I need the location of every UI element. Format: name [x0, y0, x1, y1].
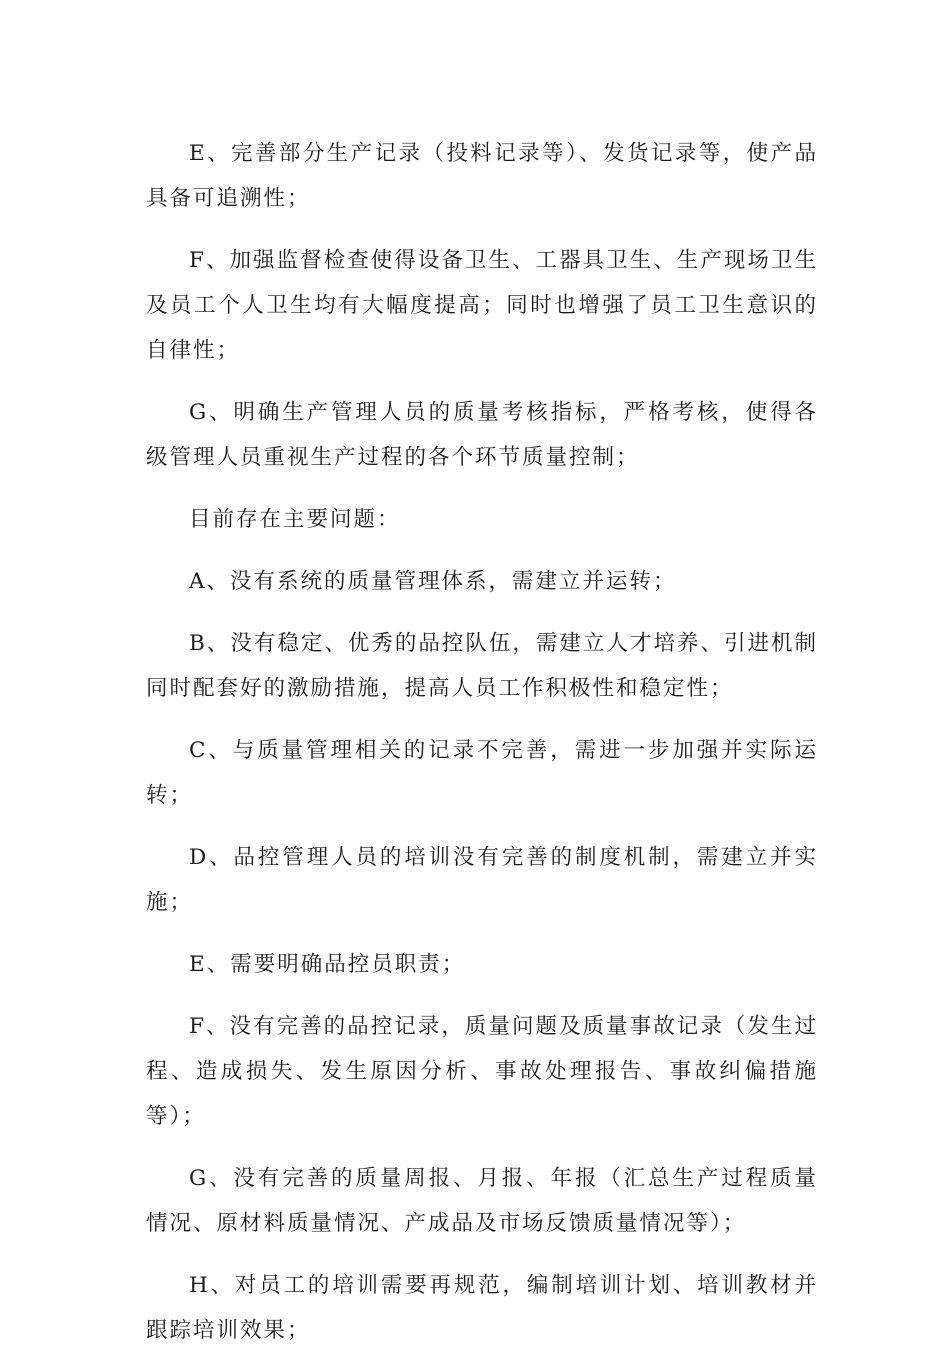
problem-d-training-mechanism: D、品控管理人员的培训没有完善的制度机制，需建立并实施； — [146, 845, 818, 915]
document-body — [146, 131, 818, 1370]
section-heading-main-problems: 目前存在主要问题： — [189, 507, 401, 532]
paragraph-g-quality-assessment: G、明确生产管理人员的质量考核指标，严格考核，使得各级管理人员重视生产过程的各个环节质量控制； — [146, 400, 818, 470]
problem-b-qc-team: B、没有稳定、优秀的品控队伍，需建立人才培养、引进机制同时配套好的激励措施，提高人员工作积极性和稳定性； — [146, 631, 818, 701]
problem-e-qc-duties: E、需要明确品控员职责； — [189, 952, 466, 977]
paragraph-e-production-records: E、完善部分生产记录（投料记录等）、发货记录等，使产品具备可追溯性； — [146, 141, 818, 211]
problem-f-qc-records: F、没有完善的品控记录，质量问题及质量事故记录（发生过程、造成损失、发生原因分析、事故处理报告、事故纠偏措施等）； — [146, 1014, 818, 1129]
problem-g-quality-reports: G、没有完善的质量周报、月报、年报（汇总生产过程质量情况、原材料质量情况、产成品及市场反馈质量情况等）； — [146, 1166, 818, 1236]
problem-c-records: C、与质量管理相关的记录不完善，需进一步加强并实际运转； — [146, 738, 818, 808]
problem-h-staff-training: H、对员工的培训需要再规范，编制培训计划、培训教材并跟踪培训效果； — [146, 1273, 818, 1343]
problem-a-quality-system: A、没有系统的质量管理体系，需建立并运转； — [189, 569, 677, 594]
paragraph-f-hygiene-inspection: F、加强监督检查使得设备卫生、工器具卫生、生产现场卫生及员工个人卫生均有大幅度提高；同时也增强了员工卫生意识的自律性； — [146, 248, 818, 363]
